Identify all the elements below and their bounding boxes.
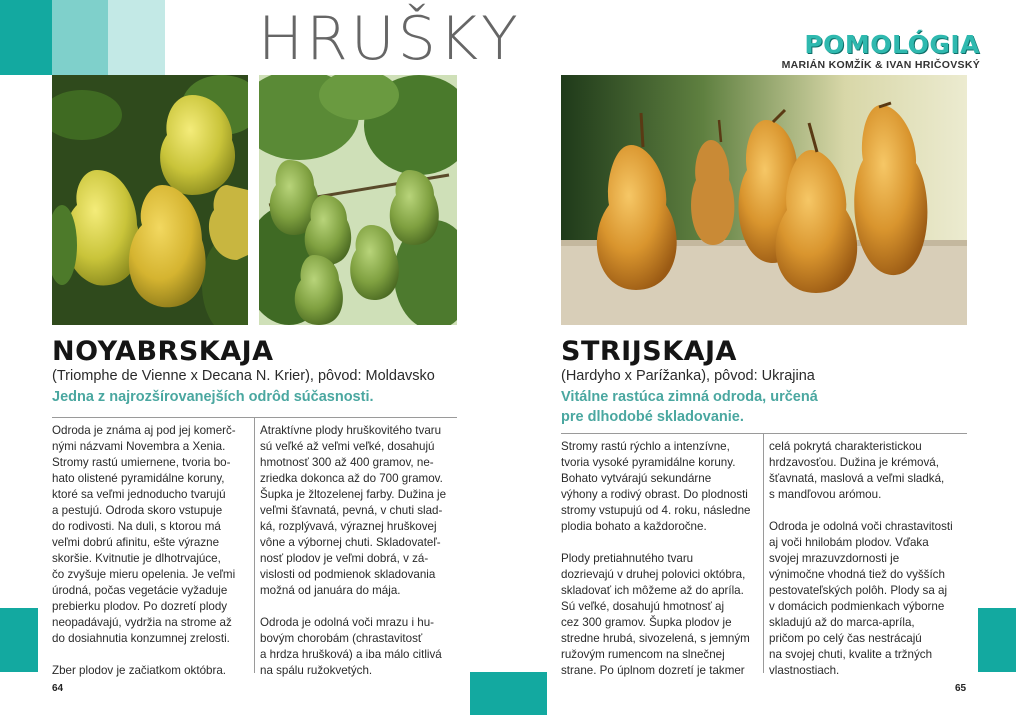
column-rule-right [763,433,764,673]
variety-name-right: STRIJSKAJA [561,336,737,367]
variety-name-left: NOYABRSKAJA [52,336,274,367]
origin-left: (Triomphe de Vienne x Decana N. Krier), pôvod: Moldavsko [52,368,435,384]
corner-block-mid [52,0,108,75]
right-edge-block [978,608,1016,672]
authors-line: MARIÁN KOMŽÍK & IVAN HRIČOVSKÝ [781,59,980,71]
corner-block-light [108,0,165,75]
noyabrskaja-photo-2 [259,75,457,325]
magazine-section-title: POMOLÓGIA [804,30,980,59]
strijskaja-photo [561,75,967,325]
text-column-right-2: celá pokrytá charakteristickou hrdzavosťou. Dužina je krémová, šťavnatá, maslová a veľmi sladká, s mandľovou arómou. Odroda je odolná voči chrastavitosti aj voči hnilobám plodov. Vďaka svojej mrazuvzdornosti je výnimočne vhodná tiež do vyšších pestovateľských polôh. Plody sa aj v domácich podmienkach výborne skladujú až do marca-apríla, pričom po celý čas nestrácajú na svojej chuti, kvalite a tržných vlastnostiach. [769,440,953,677]
spine-block [470,672,547,715]
page-title: HRUŠKY [258,4,521,74]
text-column-left-1: Odroda je známa aj pod jej komerč- nými názvami Novembra a Xenia. Stromy rastú umiernene, tvoria bo- hato olistené pyramidálne koruny, ktoré sa veľmi jednoducho tvarujú a pestujú. Odroda skoro vstupuje do rodivosti. Na duli, s ktorou má veľmi dobrú afinitu, ešte výrazne skoršie. Kvitnutie je dlhotrvajúce, čo zvyšuje mieru opelenia. Je veľmi úrodná, počas vegetácie vyžaduje prebierku plodov. Po dozretí plody neopadávajú, vydržia na strome až do dosiahnutia konzumnej zrelosti. Zber plodov je začiatkom októbra. [52,424,236,677]
noyabrskaja-photo-1 [52,75,248,325]
page-number-left: 64 [52,683,64,694]
origin-right: (Hardyho x Parížanka), pôvod: Ukrajina [561,368,815,384]
left-edge-block [0,608,38,672]
tagline-right-1: Vitálne rastúca zimná odroda, určená [561,389,818,405]
text-column-left-2: Atraktívne plody hruškovitého tvaru sú veľké až veľmi veľké, dosahujú hmotnosť 300 až 400 gramov, ne- zriedka dokonca až do 700 gramov. Šupka je žltozelenej farby. Dužina je veľmi šťavnatá, pevná, v chuti slad- ká, rozplývavá, výraznej hruškovej vône a výbornej chuti. Skladovateľ- nosť plodov je veľmi dobrá, v zá- vislosti od podmienok skladovania možná od januára do mája. Odroda je odolná voči mrazu i hu- bovým chorobám (chrastavitosť a hrdza hrušková) a iba málo citlivá na spálu ružokvetých. [260,424,447,677]
column-rule-left [254,417,255,673]
tagline-right-2: pre dlhodobé skladovanie. [561,409,744,425]
text-column-right-1: Stromy rastú rýchlo a intenzívne, tvoria vysoké pyramidálne koruny. Bohato vytvárajú sekundárne výhony a rodivý obrast. Do plodnosti stromy vstupujú od 4. roku, následne plodia bohato a každoročne. Plody pretiahnutého tvaru dozrievajú v druhej polovici októbra, skladovať ich môžeme až do apríla. Sú veľké, dosahujú hmotnosť aj cez 300 gramov. Šupka plodov je stredne hrubá, sivozelená, s jemným ružovým rumencom na slnečnej strane. Po úplnom dozretí je takmer [561,440,751,677]
corner-block-dark [0,0,52,75]
page-number-right: 65 [955,683,967,694]
divider-right [561,433,967,434]
tagline-left: Jedna z najrozšírovanejších odrôd súčasnosti. [52,389,374,405]
